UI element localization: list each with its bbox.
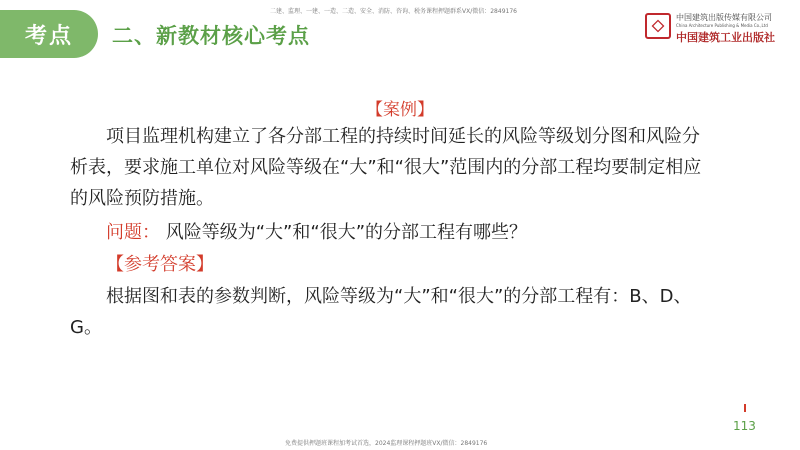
watermark-bottom: 免费提供押题班课程加考试首选，2024监理课程押题班VX/微信：2849176 xyxy=(285,440,488,447)
publisher-name-cn: 中国建筑出版传媒有限公司 xyxy=(676,13,772,22)
case-paragraph: 项目监理机构建立了各分部工程的持续时间延长的风险等级划分图和风险分析表，要求施工单位对风险等级在“大”和“很大”范围内的分部工程均要制定相应的风险预防措施。 xyxy=(70,126,702,209)
page-marker xyxy=(744,404,746,412)
question-label: 问题： xyxy=(106,222,160,243)
case-title: 【案例】 xyxy=(366,100,434,120)
publisher-brand: 中国建筑工业出版社 xyxy=(676,31,775,44)
page-number: 113 xyxy=(733,419,756,433)
publisher-name-en: China Architecture Publishing & Media Co.,Ltd xyxy=(676,23,768,28)
question-text: 风险等级为“大”和“很大”的分部工程有哪些？ xyxy=(160,222,528,243)
section-title: 二、新教材核心考点 xyxy=(112,24,310,48)
publisher-emblem-icon xyxy=(645,13,671,39)
answer-title: 【参考答案】 xyxy=(106,254,214,275)
topic-tag: 考点 xyxy=(0,10,98,58)
question-line xyxy=(70,217,746,248)
answer-paragraph: 根据图和表的参数判断，风险等级为“大”和“很大”的分部工程有：B、D、G。 xyxy=(70,286,692,338)
watermark-top: 二建、监理、一建、一造、二造、安全、消防、咨询、税务课程押题群系VX/微信：2849176 xyxy=(270,8,517,15)
publisher-logo xyxy=(645,12,775,45)
